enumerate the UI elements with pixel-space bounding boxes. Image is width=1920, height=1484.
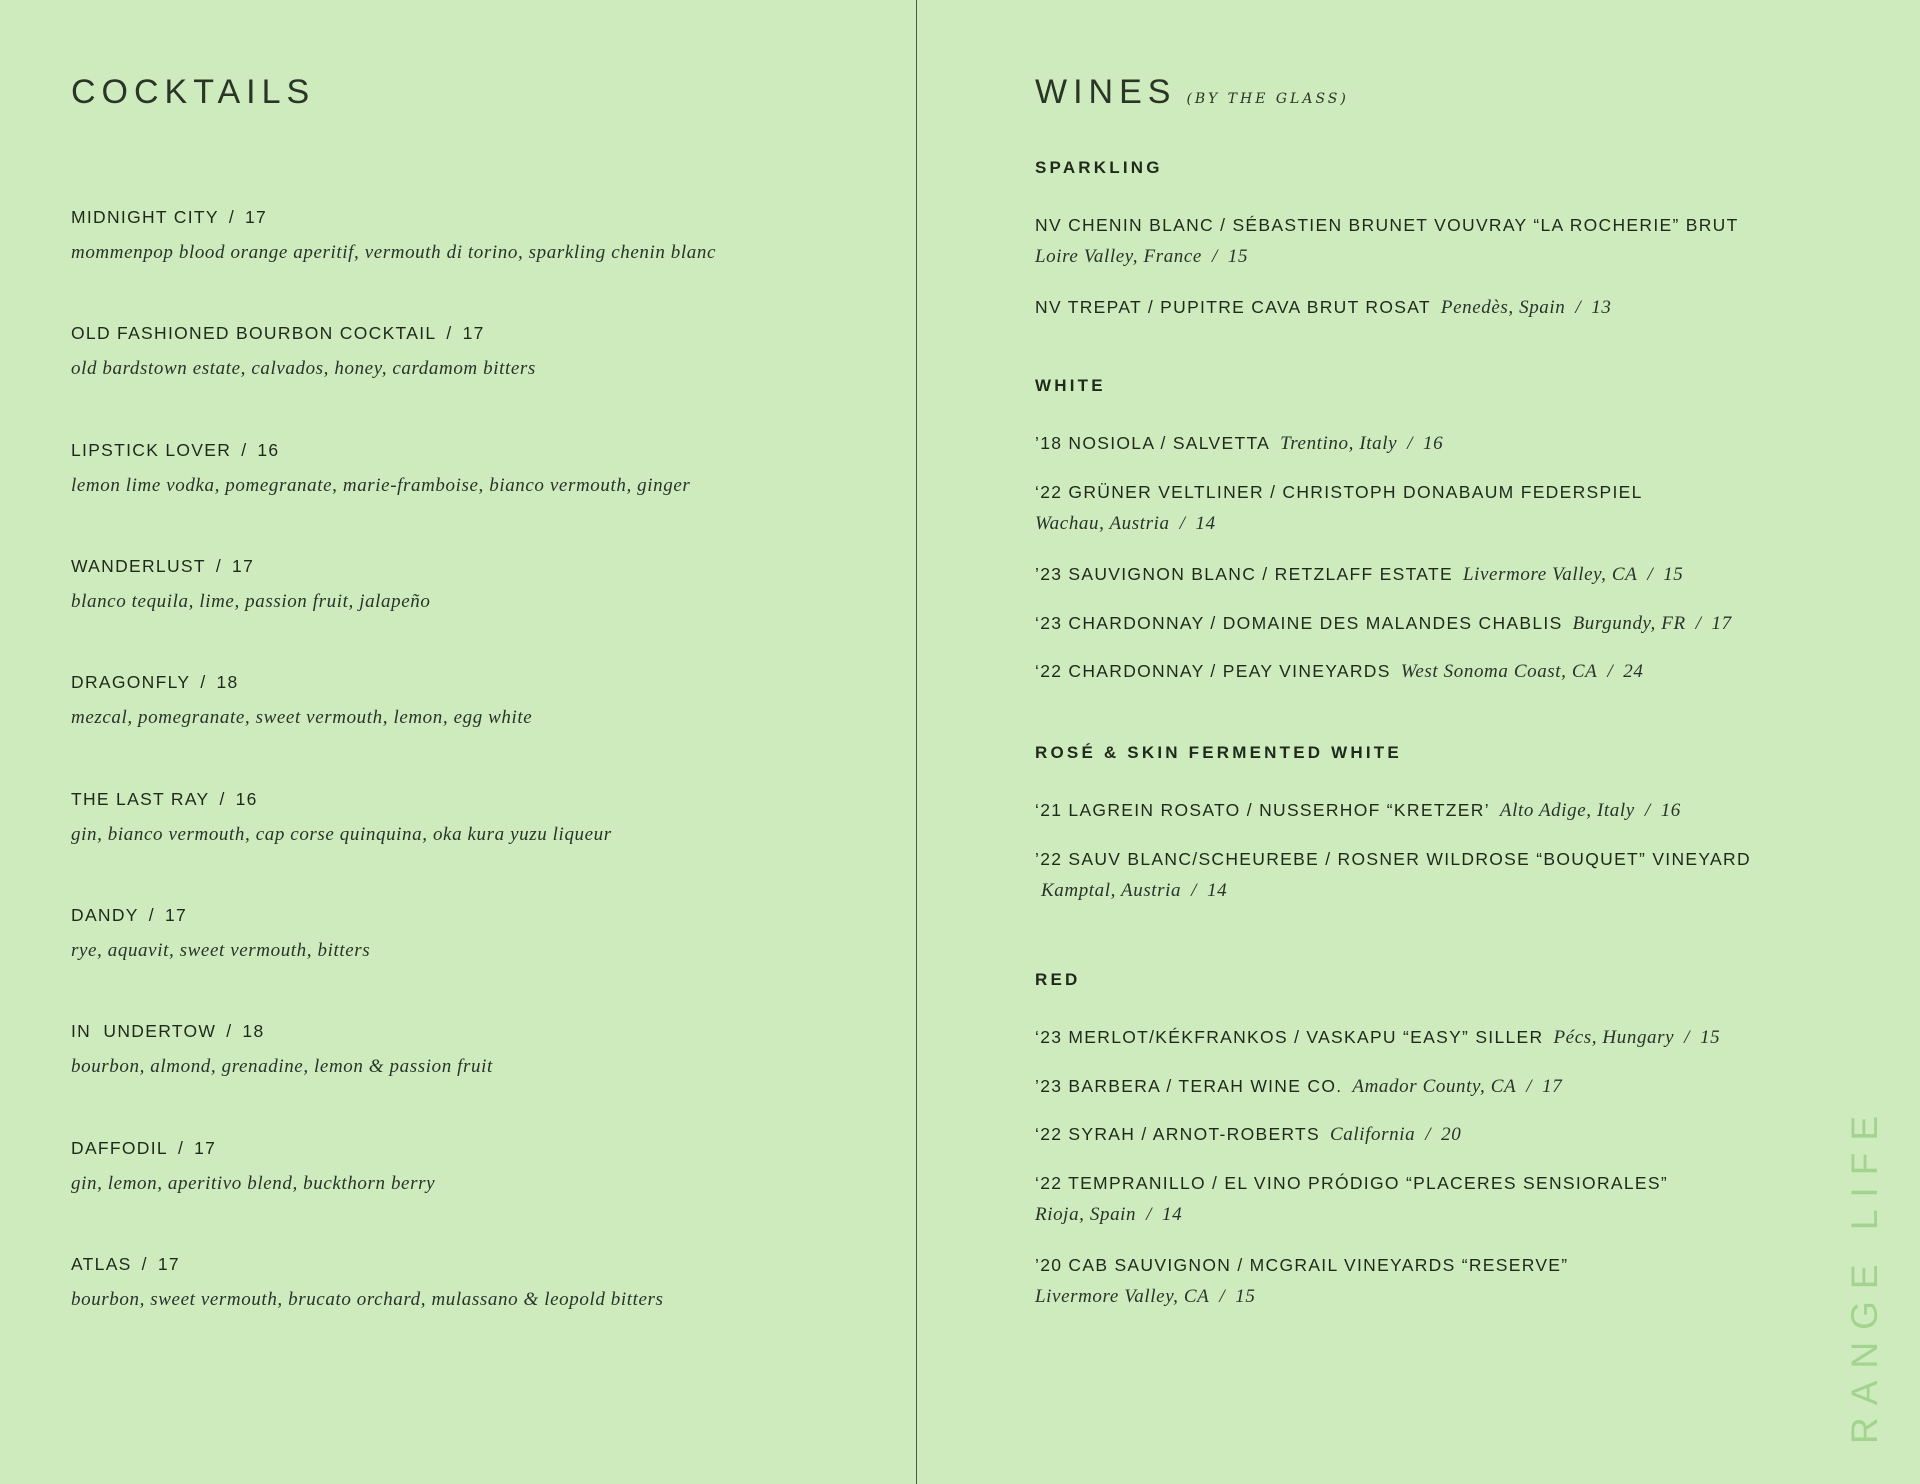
section-title-red: RED <box>1035 970 1081 989</box>
wine-name: ‘22 TEMPRANILLO / EL VINO PRÓDIGO “PLACERES SENSIORALES” <box>1035 1173 1668 1193</box>
cocktail-description: bourbon, sweet vermouth, brucato orchard, mulassano & leopold bitters <box>71 1289 664 1310</box>
wine-region: Trentino, Italy <box>1280 433 1398 454</box>
wine-price: 16 <box>1423 433 1444 454</box>
wine-name: ’22 SAUV BLANC/SCHEUREBE / ROSNER WILDROSE “BOUQUET” VINEYARD <box>1035 849 1751 869</box>
price-separator: / <box>1211 246 1218 267</box>
wine-price: 17 <box>1542 1076 1563 1097</box>
wine-name: ’20 CAB SAUVIGNON / MCGRAIL VINEYARDS “RESERVE” <box>1035 1255 1569 1275</box>
cocktail-item <box>71 905 370 962</box>
wine-region: Penedès, Spain <box>1440 297 1566 318</box>
wine-region: Kamptal, Austria <box>1041 880 1182 901</box>
wine-item <box>1035 661 1643 683</box>
cocktail-price: 17 <box>157 1254 180 1274</box>
wine-item <box>1035 482 1643 535</box>
wines-heading <box>1035 73 1349 112</box>
wine-name: ‘22 GRÜNER VELTLINER / CHRISTOPH DONABAUM FEDERSPIEL <box>1035 482 1643 502</box>
cocktails-heading <box>71 73 315 112</box>
cocktail-name: IN UNDERTOW <box>71 1021 217 1041</box>
cocktail-description: old bardstown estate, calvados, honey, cardamom bitters <box>71 358 536 379</box>
wine-price: 24 <box>1623 661 1644 682</box>
wine-item <box>1035 849 1751 902</box>
cocktail-price: 17 <box>164 905 188 925</box>
price-separator: / <box>1179 513 1186 534</box>
wine-price: 15 <box>1663 564 1684 585</box>
cocktail-item <box>71 207 716 264</box>
wine-region: Loire Valley, France <box>1035 246 1202 267</box>
wine-name: ’23 BARBERA / TERAH WINE CO. <box>1035 1076 1343 1096</box>
cocktail-name: LIPSTICK LOVER <box>71 440 232 460</box>
wine-price: 17 <box>1711 613 1732 634</box>
price-separator: / <box>1526 1076 1533 1097</box>
price-separator: / <box>1644 800 1651 821</box>
wine-price: 15 <box>1227 246 1249 267</box>
wine-item <box>1035 1124 1461 1146</box>
wine-item <box>1035 433 1443 455</box>
cocktail-item <box>71 556 430 613</box>
column-divider <box>916 0 917 1484</box>
wine-name: ’23 SAUVIGNON BLANC / RETZLAFF ESTATE <box>1035 564 1453 584</box>
price-separator: / <box>1146 1204 1153 1225</box>
wine-name: NV CHENIN BLANC / SÉBASTIEN BRUNET VOUVRAY “LA ROCHERIE” BRUT <box>1035 215 1739 235</box>
cocktail-name: WANDERLUST <box>71 556 206 576</box>
price-separator: / <box>215 556 223 576</box>
wine-region: Wachau, Austria <box>1035 513 1170 534</box>
wine-item <box>1035 1076 1562 1098</box>
price-separator: / <box>200 672 207 692</box>
wine-region: Livermore Valley, CA <box>1462 564 1638 585</box>
cocktail-name: THE LAST RAY <box>71 789 210 809</box>
cocktail-item <box>71 1138 435 1195</box>
cocktail-item <box>71 672 532 729</box>
cocktail-description: lemon lime vodka, pomegranate, marie-framboise, bianco vermouth, ginger <box>71 475 691 496</box>
price-separator: / <box>1684 1027 1691 1048</box>
wine-region: Burgundy, FR <box>1572 613 1686 634</box>
wine-region: Rioja, Spain <box>1035 1204 1137 1225</box>
wine-name: NV TREPAT / PUPITRE CAVA BRUT ROSAT <box>1035 297 1431 317</box>
cocktail-item <box>71 323 536 380</box>
section-title-white: WHITE <box>1035 376 1106 395</box>
cocktail-price: 18 <box>216 672 239 692</box>
cocktail-item <box>71 440 690 497</box>
cocktail-price: 16 <box>235 789 258 809</box>
price-separator: / <box>177 1138 185 1158</box>
wine-price: 15 <box>1235 1286 1256 1307</box>
cocktail-name: OLD FASHIONED BOURBON COCKTAIL <box>71 323 437 343</box>
wine-price: 15 <box>1700 1027 1721 1048</box>
price-separator: / <box>1407 433 1414 454</box>
price-separator: / <box>241 440 248 460</box>
cocktail-name: DAFFODIL <box>71 1138 168 1158</box>
cocktail-item <box>71 789 612 846</box>
wine-price: 20 <box>1441 1124 1462 1145</box>
cocktail-price: 17 <box>194 1138 217 1158</box>
section-title-rose: ROSÉ & SKIN FERMENTED WHITE <box>1035 743 1402 762</box>
wines-subtitle: (BY THE GLASS) <box>1186 91 1349 107</box>
wine-item <box>1035 800 1681 822</box>
price-separator: / <box>446 323 453 343</box>
cocktail-price: 17 <box>232 556 255 576</box>
price-separator: / <box>1695 613 1702 634</box>
cocktail-description: mommenpop blood orange aperitif, vermouth di torino, sparkling chenin blanc <box>71 242 717 263</box>
wines-title: WINES <box>1035 73 1177 111</box>
wine-region: Amador County, CA <box>1352 1076 1517 1097</box>
wine-name: ‘23 CHARDONNAY / DOMAINE DES MALANDES CHABLIS <box>1035 613 1563 633</box>
cocktail-price: 16 <box>257 440 280 460</box>
cocktail-description: gin, bianco vermouth, cap corse quinquina, oka kura yuzu liqueur <box>71 824 612 845</box>
wine-price: 14 <box>1207 880 1228 901</box>
price-separator: / <box>1219 1286 1226 1307</box>
cocktail-price: 17 <box>462 323 485 343</box>
price-separator: / <box>1607 661 1614 682</box>
wine-item <box>1035 215 1739 268</box>
wine-region: Pécs, Hungary <box>1553 1027 1675 1048</box>
wine-name: ‘21 LAGREIN ROSATO / NUSSERHOF “KRETZER’ <box>1035 800 1490 820</box>
wine-name: ‘23 MERLOT/KÉKFRANKOS / VASKAPU “EASY” SILLER <box>1035 1027 1544 1047</box>
wine-item <box>1035 564 1683 586</box>
price-separator: / <box>228 207 235 227</box>
cocktail-name: ATLAS <box>71 1254 132 1274</box>
cocktail-description: bourbon, almond, grenadine, lemon & passion fruit <box>71 1056 493 1077</box>
wine-item <box>1035 613 1732 635</box>
wine-name: ‘22 CHARDONNAY / PEAY VINEYARDS <box>1035 661 1391 681</box>
cocktail-description: blanco tequila, lime, passion fruit, jalapeño <box>71 591 431 612</box>
wine-region: Alto Adige, Italy <box>1499 800 1635 821</box>
wine-price: 14 <box>1162 1204 1183 1225</box>
wine-item <box>1035 1255 1568 1308</box>
price-separator: / <box>148 905 155 925</box>
price-separator: / <box>1191 880 1198 901</box>
price-separator: / <box>219 789 226 809</box>
wine-price: 14 <box>1195 513 1216 534</box>
wine-item <box>1035 1173 1668 1226</box>
cocktail-description: mezcal, pomegranate, sweet vermouth, lemon, egg white <box>71 707 533 728</box>
wine-name: ’18 NOSIOLA / SALVETTA <box>1035 433 1271 453</box>
price-separator: / <box>1425 1124 1432 1145</box>
wine-region: California <box>1330 1124 1416 1145</box>
wine-region: Livermore Valley, CA <box>1035 1286 1210 1307</box>
cocktail-item <box>71 1254 664 1311</box>
price-separator: / <box>226 1021 233 1041</box>
brand-wordmark: RANGE LIFE <box>1844 1104 1885 1444</box>
cocktail-price: 17 <box>245 207 268 227</box>
wine-item <box>1035 297 1611 319</box>
wine-price: 16 <box>1660 800 1681 821</box>
section-title-sparkling: SPARKLING <box>1035 158 1163 177</box>
wine-name: ‘22 SYRAH / ARNOT-ROBERTS <box>1035 1124 1321 1144</box>
cocktail-item <box>71 1021 493 1078</box>
price-separator: / <box>141 1254 148 1274</box>
wine-region: West Sonoma Coast, CA <box>1400 661 1598 682</box>
cocktail-name: DRAGONFLY <box>71 672 191 692</box>
wine-price: 13 <box>1591 297 1612 318</box>
price-separator: / <box>1647 564 1654 585</box>
wine-item <box>1035 1027 1720 1049</box>
cocktail-name: MIDNIGHT CITY <box>71 207 219 227</box>
cocktail-price: 18 <box>242 1021 265 1041</box>
cocktail-name: DANDY <box>71 905 139 925</box>
cocktail-description: rye, aquavit, sweet vermouth, bitters <box>71 940 371 961</box>
price-separator: / <box>1575 297 1582 318</box>
cocktail-description: gin, lemon, aperitivo blend, buckthorn berry <box>71 1173 436 1194</box>
cocktails-title: COCKTAILS <box>71 73 316 111</box>
